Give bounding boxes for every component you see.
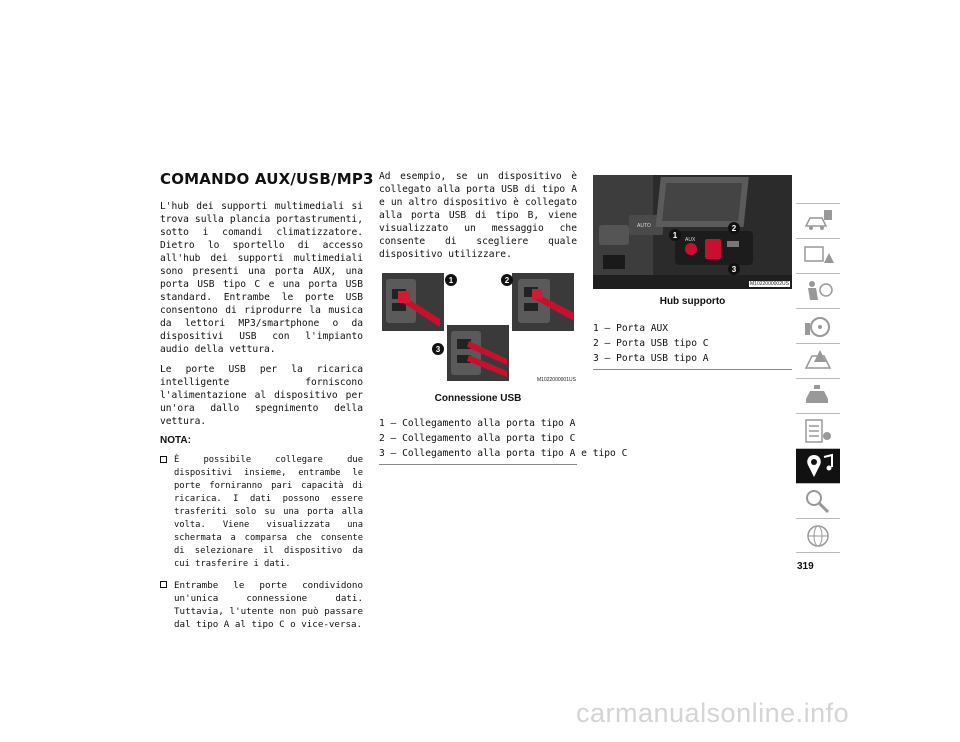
callout-1: 1	[669, 229, 681, 241]
steering-start-icon	[802, 313, 834, 339]
figure-code: M1022000002US	[750, 281, 789, 287]
usb-connection-figure	[379, 273, 577, 389]
callout-3: 3	[728, 263, 740, 275]
note-bullet	[160, 579, 363, 631]
dashboard-warning-icon	[802, 243, 834, 269]
intro-paragraph: L'hub dei supporti multimediali si trova sulla plancia portastrumenti, sotto i comandi climatizzatore. Dietro lo sportello di accesso all'hub dei supporti multimediali sono presenti una porta AUX, una porta USB tipo C e una porta USB standard. Entrambe le porte USB consentono di riprodurre la musica da lettori MP3/smartphone o da dispositivi USB con l'impianto audio della vettura.	[160, 201, 363, 355]
roadside-emergency-icon	[802, 348, 834, 374]
figure-caption: Hub supporto	[659, 296, 726, 307]
multimedia-icon	[802, 453, 834, 479]
car-service-icon	[802, 383, 834, 409]
note-bullet-text: È possibile collegare due dispositivi insieme, entrambe le porte forniranno pari capacità di ricarica. I dati possono essere trasferiti solo su una porta alla volta. Viene visualizzata una schermata a comparsa che consente di selezionare il dispositivo da cui trasferire i dati.	[174, 455, 363, 569]
note-bullet	[160, 454, 363, 571]
auto-label: AUTO	[637, 223, 651, 229]
photo-usb-type-c	[512, 273, 574, 331]
languages-icon	[802, 523, 834, 549]
figure-legend	[379, 416, 628, 465]
example-paragraph: Ad esempio, se un dispositivo è collegato alla porta USB di tipo A e un altro dispositivo è collegato alla porta USB di tipo B, viene visualizzato un messaggio che consente di scegliere quale dispositivo utilizzare.	[379, 171, 577, 260]
tab-index[interactable]	[796, 483, 840, 518]
tab-starting-driving[interactable]	[796, 308, 840, 343]
note-bullet-text: Entrambe le porte condividono un'unica connessione dati. Tuttavia, l'utente non può passare dal tipo A al tipo C o vice-versa.	[174, 580, 363, 630]
tab-emergency[interactable]	[796, 343, 840, 378]
figure-legend	[593, 321, 792, 370]
callout-2: 2	[501, 274, 513, 286]
safety-airbag-icon	[802, 278, 834, 304]
legend-item: 1 – Collegamento alla porta tipo A	[379, 418, 576, 429]
callout-2: 2	[728, 222, 740, 234]
page-number: 319	[797, 561, 814, 572]
note-label: NOTA:	[160, 435, 191, 446]
specifications-icon	[802, 418, 834, 444]
tab-service[interactable]	[796, 378, 840, 413]
car-info-icon	[802, 208, 834, 234]
photo-usb-type-a	[382, 273, 444, 331]
media-hub-figure	[593, 175, 792, 289]
tab-car-info[interactable]	[796, 203, 840, 238]
photo-media-hub	[593, 175, 792, 289]
legend-item: 1 – Porta AUX	[593, 323, 669, 334]
smart-charging-paragraph: Le porte USB per la ricarica intelligente forniscono l'alimentazione al dispositivo per un'ora dallo spegnimento della vettura.	[160, 364, 363, 427]
photo-usb-type-a-and-c	[447, 325, 509, 381]
chapter-tabs	[796, 203, 840, 553]
legend-item: 3 – Porta USB tipo A	[593, 353, 709, 364]
legend-item: 3 – Collegamento alla porta tipo A e tipo C	[379, 448, 628, 459]
checkbox-bullet-icon	[160, 581, 167, 588]
figure-code: M1022000001US	[537, 377, 576, 383]
callout-3: 3	[432, 343, 444, 355]
watermark: carmanualsonline.info	[576, 698, 850, 728]
figure-caption: Connessione USB	[434, 393, 522, 404]
tab-languages[interactable]	[796, 518, 840, 553]
tab-specifications[interactable]	[796, 413, 840, 448]
legend-item: 2 – Porta USB tipo C	[593, 338, 709, 349]
index-search-icon	[802, 488, 834, 514]
checkbox-bullet-icon	[160, 456, 167, 463]
aux-label: AUX	[685, 237, 696, 243]
tab-multimedia[interactable]	[796, 448, 840, 483]
tab-safety[interactable]	[796, 273, 840, 308]
tab-dashboard[interactable]	[796, 238, 840, 273]
legend-item: 2 – Collegamento alla porta tipo C	[379, 433, 576, 444]
right-column	[593, 175, 792, 370]
left-column	[160, 170, 374, 639]
section-title: COMANDO AUX/USB/MP3	[160, 170, 374, 188]
middle-column	[379, 170, 628, 465]
callout-1: 1	[445, 274, 457, 286]
